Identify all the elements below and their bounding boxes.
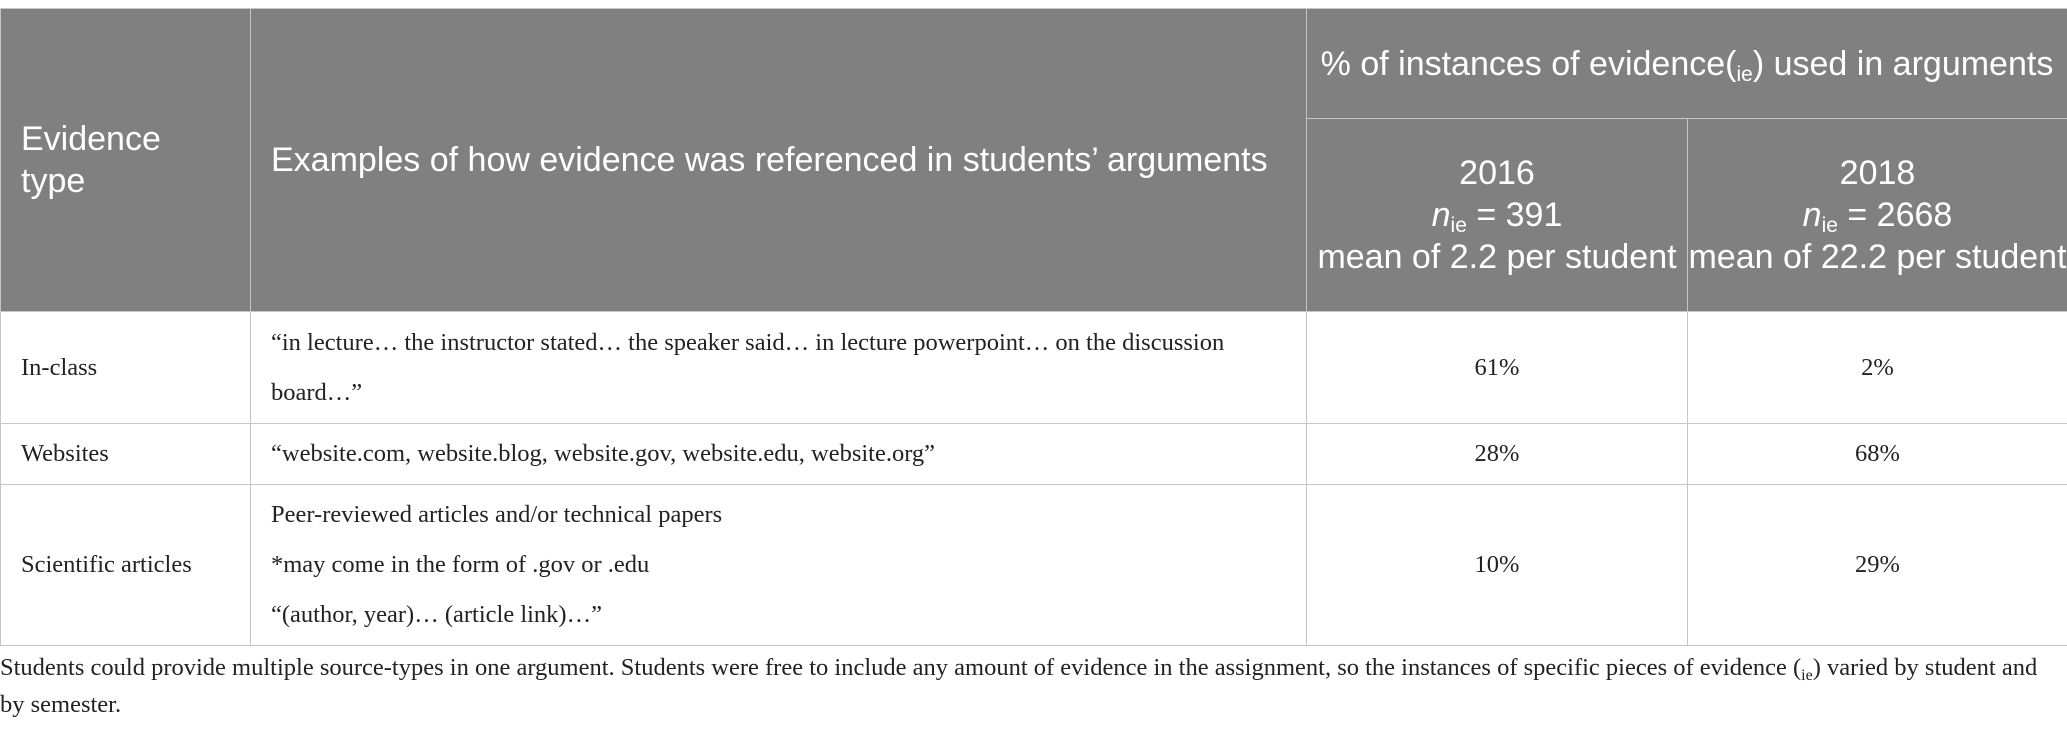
example-line: Peer-reviewed articles and/or technical papers (271, 501, 723, 528)
header-2016-n-value: = 391 (1466, 196, 1563, 234)
row-2018-value: 2% (1688, 312, 2067, 424)
header-percent-group-post: ) used in arguments (1752, 44, 2054, 83)
table-row (1, 485, 2067, 646)
header-percent-group-pre: % of instances of evidence( (1320, 44, 1737, 83)
header-2018-mean: mean of 22.2 per student (1688, 238, 2067, 276)
example-line: “website.com, website.blog, website.gov, website.edu, website.org” (271, 440, 936, 467)
header-examples: Examples of how evidence was referenced in students’ arguments (251, 9, 1307, 312)
row-type: Scientific articles (1, 485, 251, 646)
row-2018-value: 68% (1688, 424, 2067, 485)
header-2016-n-sub: ie (1450, 214, 1467, 237)
header-2018-year: 2018 (1839, 154, 1916, 192)
row-examples (251, 312, 1307, 424)
header-2016-mean: mean of 2.2 per student (1317, 238, 1677, 276)
example-line: “(author, year)… (article link)…” (271, 601, 602, 628)
row-2018-value: 29% (1688, 485, 2067, 646)
example-line: “in lecture… the instructor stated… the speaker said… in lecture powerpoint… on the discussion board…” (271, 328, 1225, 406)
row-2016-value: 10% (1307, 485, 1688, 646)
header-2018 (1688, 119, 2067, 312)
header-percent-group-sub: ie (1736, 62, 1753, 86)
table-row (1, 312, 2067, 424)
row-2016-value: 61% (1307, 312, 1688, 424)
row-2016-value: 28% (1307, 424, 1688, 485)
header-2016-year: 2016 (1459, 154, 1535, 192)
footnote-post: ) varied by student and by semester. (0, 654, 2038, 718)
table-row (1, 424, 2067, 485)
header-evidence-type: Evidence type (1, 9, 251, 312)
header-2018-n (1688, 194, 2067, 236)
header-2018-n-italic: n (1802, 196, 1822, 234)
header-percent-group (1307, 9, 2067, 119)
example-line: *may come in the form of .gov or .edu (271, 551, 650, 578)
header-2016 (1307, 119, 1688, 312)
header-2016-n (1307, 194, 1687, 236)
footnote-sub: ie (1801, 667, 1813, 684)
header-2018-n-sub: ie (1821, 214, 1838, 237)
row-type: In-class (1, 312, 251, 424)
header-2018-n-value: = 2668 (1837, 196, 1953, 234)
footnote-pre: Students could provide multiple source-types in one argument. Students were free to include any amount of evidence in the assignment, so the instances of specific pieces of evidence ( (0, 654, 1802, 681)
row-examples (251, 424, 1307, 485)
table-footnote (0, 649, 2060, 723)
header-2016-n-italic: n (1431, 196, 1451, 234)
row-examples (251, 485, 1307, 646)
evidence-table (0, 8, 2067, 646)
row-type: Websites (1, 424, 251, 485)
